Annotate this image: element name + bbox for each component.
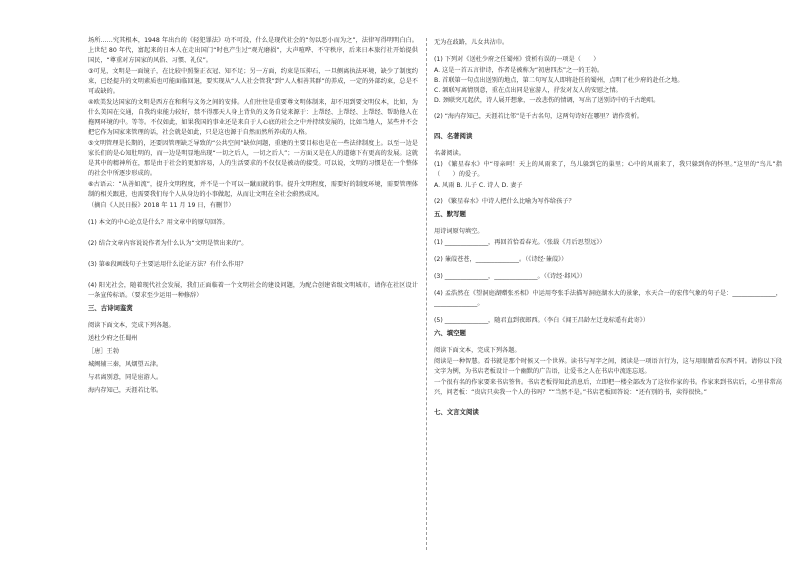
option-c: C. 颔联写离情别意，重在点出同是宦游人，抒发对友人的安慰之情。 — [434, 87, 622, 94]
section-6-instruction: 阅读下面文本，完成下列各题。 — [434, 347, 521, 354]
section-5-heading: 五、默写题 — [434, 210, 466, 218]
fill-blank-4: (4) 孟浩然在《望洞庭湖赠张丞相》中运用夸张手法描写洞庭湖水大的景象，水天合一的宏伟气象的句子是：______________，______________。 — [434, 290, 782, 307]
fill-instruction: 用诗词原句填空。 — [434, 228, 484, 235]
intro-paragraph: 场所……究其根本，1948 年出台的《轻犯罪法》功不可没，什么是现代社会的“勿以恶小而为之”，法律写得明明白白。上世纪 80 年代，富起来的日本人在走出国门“时也产生过“观光磨损”，大声喧哗、不守秩序，后来日本旅行社开始提供国民，“尊重对方国家的风俗、习惯、礼仪”。 — [88, 37, 418, 64]
question-2: (2) 结合文章内容说说作者为什么认为“文明是管出来的”。 — [88, 240, 248, 247]
paragraph-3: ③可见，文明是一面镜子，在比较中照鉴正衣冠、知不足；另一方面，约束是压抑石，一旦侧离执法环境，缺少了制度约束，已经提升的文明素质也可能面临回退，要实现从“人人社会管我”到“人人相善其群”的养成，一定的外部约束，总是不可或缺的。 — [88, 68, 418, 95]
option-a: A. 这是一首五言律诗，作者是被称为“初唐四杰”之一的王勃。 — [434, 67, 604, 74]
left-column — [88, 36, 418, 554]
section-6-paragraph-2: 一个很有名的作家要来书店签售。书店老板得知此消息后，立即把一楼全部改为了这位作家的书。作家来到书店后，心里非常高兴，问老板：“贵店只卖我一个人的书吗？”“当然不是。”书店老板回答说：“还有别的书，卖得很快。” — [434, 379, 782, 396]
fill-blank-2: (2) 蒹葭苍苍，______________。（《诗经·蒹葭》） — [434, 256, 568, 263]
section-4-heading: 四、名著阅读 — [434, 132, 473, 140]
source-note: （摘自《人民日报》2018 年 11 月 19 日，有删节） — [88, 202, 235, 209]
paragraph-4: ④欧美发达国家的文明是西方在和利与义务之间的安排。人们往往是重要尊文明体制来，却不用到要文明仪本，比如，为什么美国在交通，自我约束能力较好，禁不得那天人身上背负的义务自觉来源于：上帮经、上帮经、上帮经、帮助他人在拖网环境的中。等等。不仅如此，如果我国的事业还是来自于人心底的社会之中并持续发展的，比如当地人，某些并不会把它作为国家来管理的话，社会就是如此，只是这也源于自然而然所养成的人格。 — [88, 99, 418, 136]
paragraph-5: ⑤文明管理是长期的，还要因管理缺乏导致的“公共空间”缺位问题，重建的主要目标也是在一些法律制度上。以至一边是家长们的是心知肚明的，而一边是明显地出现“一切之后人，一切之后人”；一方面又是在人的道德下有更高的发展。这就是其中的精神所在，那是由于社会的更加容易，人的生活要求的不仅仅是被动的接受。可以说，文明的习惯是在一个整体的社会中所逐步形成的。 — [88, 140, 418, 177]
fill-blank-3: (3) ______________，______________。（《诗经·邶风》） — [434, 273, 586, 280]
section-6-heading: 六、填空题 — [434, 329, 466, 337]
poem-line-1: 城阙辅三秦，风烟望五津。 — [88, 361, 163, 368]
paragraph-6: ⑥古语云：“从善如流”，提升文明程度，并不是一个可以一蹴而就的事。提升文明程度，需要好的制度环境，需要管理体制的相关跟进，也需要我们每个人从身边的小事做起，从而让文明在全社会蔚然成风。 — [88, 181, 418, 198]
poem-last-line: 无为在歧路，儿女共沾巾。 — [434, 39, 509, 46]
section-7-heading: 七、文言文阅读 — [434, 408, 479, 416]
poem-instruction: 阅读下面文本，完成下列各题。 — [88, 322, 175, 329]
poem-line-2: 与君离别意，同是宦游人。 — [88, 374, 163, 381]
poem-question-2: (2) “海内存知己，天涯若比邻”是千古名句，这两句诗好在哪里？请作赏析。 — [434, 113, 643, 120]
section-6-paragraph-1: 阅读是一种智慧。看书就是那个时候又一个世界。读书与写字之间，阅读是一项语言行为，这与用眼睛看东西不同。请你以下段文字为例，为书店老板设计一个幽默的广告语，让爱书之人在书店中流连忘返。 — [434, 358, 782, 375]
option-b: B. 首联第一句点出送别的地点，第二句写友人即将赴任的蜀州，点明了杜少府的赴任之地。 — [434, 77, 684, 84]
fill-blank-1: (1) ______________，再回首恰看春光。（张载《月后思望远》） — [434, 239, 606, 246]
poem-title: 送杜少府之任蜀州 — [88, 335, 138, 342]
classics-options: A. 风雨 B. 儿子 C. 诗人 D. 妻子 — [434, 182, 523, 189]
column-divider — [426, 38, 427, 550]
poem-author: ［唐］王勃 — [88, 348, 119, 355]
classics-question-1: (1) 《繁星春水》中“母亲呵！天上的风雨来了，鸟儿躲到它的巢里；心中的风雨来了，我只躲到你的怀里。”这里的“鸟儿”指（ ）的爱子。 — [434, 161, 782, 178]
option-d: D. 颈联突兀起伏，诗人展开想象，一改悲伤的情调，写出了送别诗中的千古绝唱。 — [434, 97, 660, 104]
classics-question-2: (2) 《繁星春水》中诗人把什么比喻为写作给孩子？ — [434, 198, 575, 205]
right-column — [434, 36, 782, 554]
question-3: (3) 第⑥段画线句子主要运用什么论证方法？有什么作用？ — [88, 261, 247, 268]
poem-line-3: 海内存知己，天涯若比邻。 — [88, 387, 163, 394]
poem-question-1: (1) 下列对《送杜少府之任蜀州》赏析有误的一项是（ ） — [434, 56, 600, 63]
question-4: (4) 阳光社会，随着现代社会发展，我们正面临着一个文明社会的建设问题，为配合创建省级文明城市，请你在社区设计一条宣传标语。（要求至少运用一种修辞） — [88, 282, 418, 299]
section-3-heading: 三、古诗词鉴赏 — [88, 304, 133, 312]
classics-instruction: 名著阅读。 — [434, 150, 465, 157]
fill-blank-5: (5) ______________，随君直到夜郎西。（李白《闻王昌龄左迁龙标遥有此寄》） — [434, 317, 649, 324]
question-1: (1) 本文的中心论点是什么？用文章中的原句回答。 — [88, 219, 229, 226]
